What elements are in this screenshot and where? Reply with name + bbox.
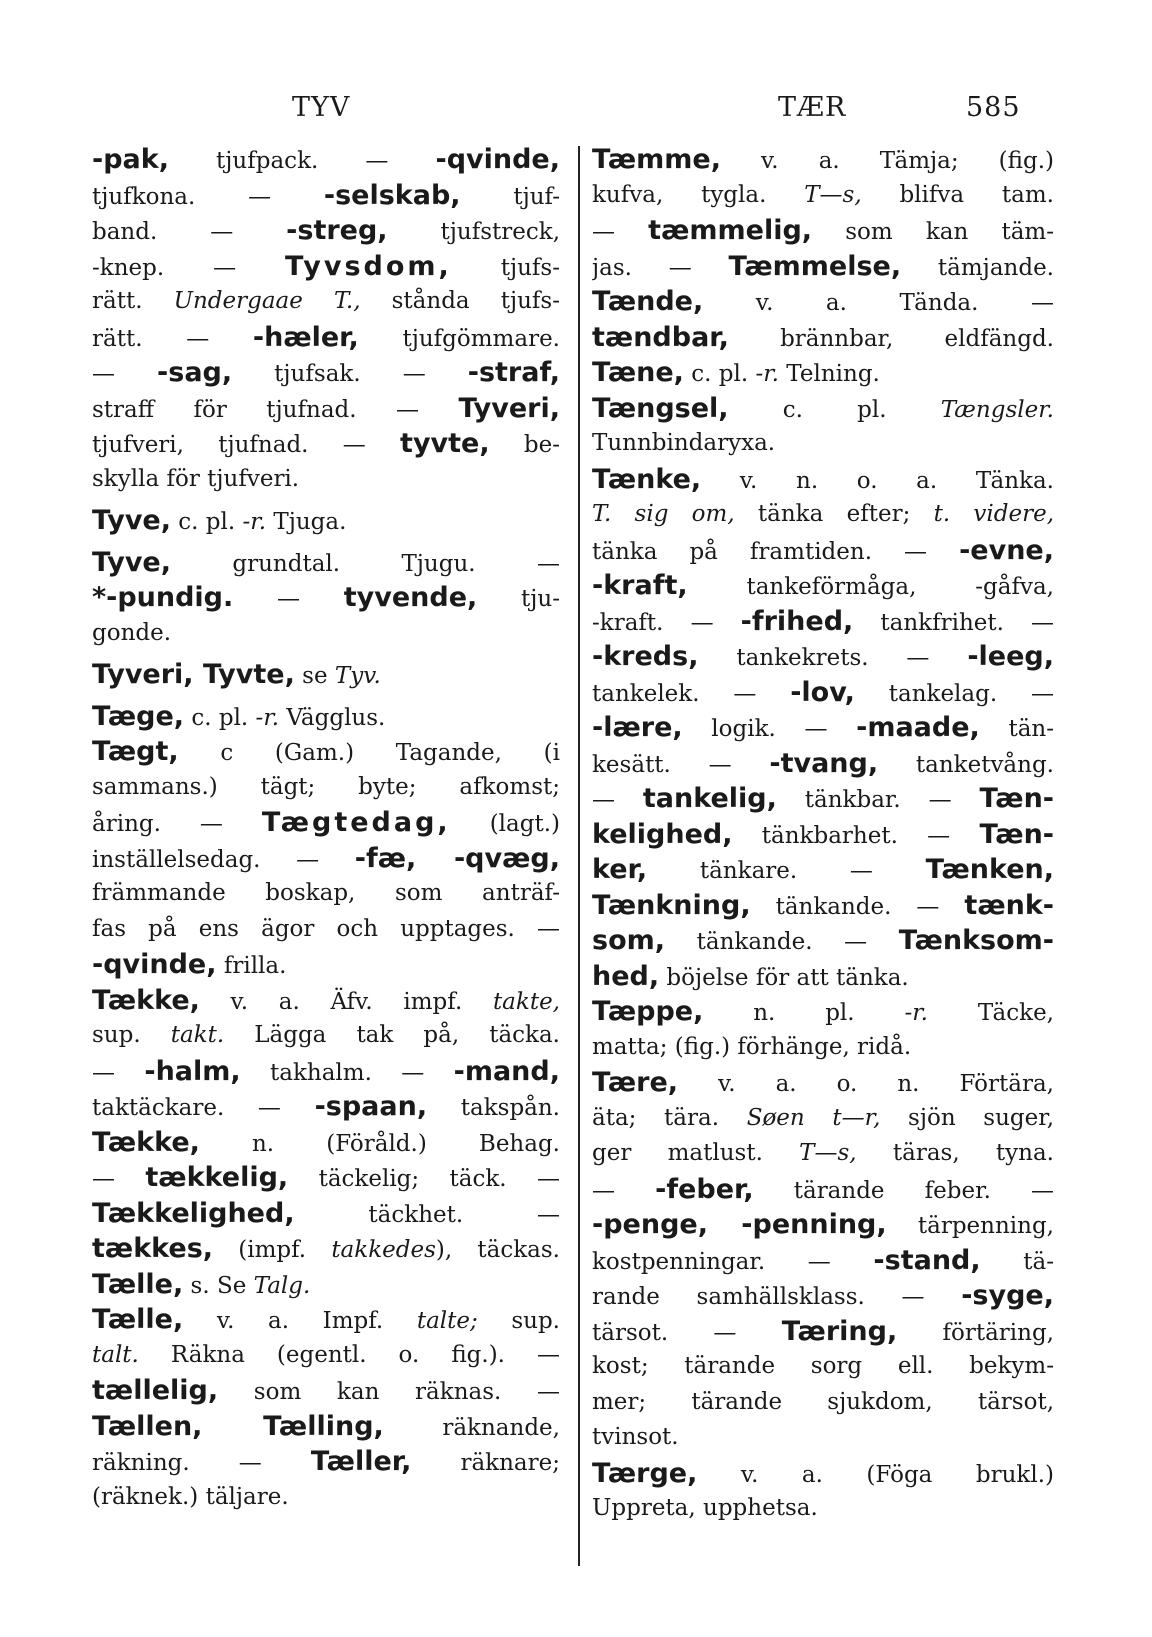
definition-text: blifva tam. — [861, 181, 1054, 208]
headword: -pak, — [92, 144, 169, 175]
definition-text: logik. — — [682, 716, 857, 742]
text-line — [92, 142, 560, 178]
headword: Tækkelighed, — [92, 1197, 295, 1229]
definition-text: tänkande. — — [750, 893, 965, 920]
text-line — [592, 852, 1054, 888]
definition-text: räkning. — — [92, 1450, 311, 1476]
text-line — [92, 391, 560, 427]
headword: tyvte, — [400, 428, 490, 459]
definition-text: matta; (fig.) förhänge, ridå. — [592, 1033, 912, 1060]
headword: -qvinde, — [435, 144, 560, 175]
definition-text: tjufgömmare. — [358, 325, 560, 352]
headword: Tæne, — [592, 357, 684, 388]
definition-text: sjön suger, — [880, 1104, 1054, 1131]
definition-text: tjufstreck, — [387, 219, 560, 245]
definition-text: förtäring, — [897, 1319, 1054, 1346]
headword: Tælle, — [92, 1268, 184, 1300]
text-line — [92, 462, 560, 498]
headword: -stand, — [873, 1244, 981, 1276]
headword: Tyve, — [92, 546, 171, 578]
definition-text: tankelek. — — [592, 680, 791, 707]
definition-text: tvinsot. — [592, 1424, 679, 1450]
italic-text: takte, — [492, 988, 560, 1015]
definition-text: Täcke, — [928, 1000, 1054, 1026]
definition-text: tjufs- — [451, 254, 560, 281]
text-line — [592, 1385, 1054, 1421]
headword: Tyveri, — [458, 392, 560, 424]
text-line — [592, 1065, 1054, 1101]
definition-text: c. pl. — [683, 361, 756, 387]
text-line — [592, 249, 1054, 285]
headword: -mand, — [453, 1055, 560, 1087]
text-line — [92, 1089, 560, 1125]
headword: -qvinde, — [92, 949, 217, 980]
definition-text: räknande, — [383, 1414, 560, 1441]
definition-text: skylla för tjufveri. — [92, 465, 300, 492]
text-line — [92, 1409, 560, 1445]
right-column — [592, 142, 1054, 1527]
definition-text: — — [592, 787, 643, 813]
definition-text: (lagt.) — [450, 811, 560, 837]
text-line — [92, 1054, 560, 1090]
definition-text: tänkbarhet. — — [732, 822, 980, 849]
definition-text: — — [592, 219, 649, 245]
text-line — [92, 580, 560, 616]
text-line — [592, 1491, 1054, 1527]
headword: Tænken, — [925, 854, 1054, 885]
definition-text: tämjande. — [901, 254, 1054, 281]
italic-text: T—s, — [804, 181, 862, 208]
text-line — [92, 284, 560, 320]
headword: -lov, — [790, 676, 855, 708]
italic-text: Tængsler. — [940, 396, 1054, 423]
italic-text: -r. — [755, 361, 779, 387]
column-divider — [578, 146, 580, 1566]
italic-text: t. videre, — [933, 501, 1054, 527]
definition-text: straff för tjufnad. — — [92, 396, 459, 423]
headword: tyvende, — [343, 582, 478, 613]
headword: tænk- — [964, 889, 1054, 921]
headword: -spaan, — [314, 1091, 428, 1122]
headword: -frihed, — [740, 605, 854, 637]
text-line — [592, 178, 1054, 214]
definition-text: c (Gam.) Tagande, (i — [178, 740, 560, 766]
headword: tændbar, — [592, 321, 729, 353]
text-line — [92, 912, 560, 948]
headword: Tyveri, Tyvte, — [92, 659, 295, 690]
headword: Tænksom- — [898, 925, 1054, 956]
headword: -kreds, — [592, 641, 699, 672]
definition-text: som kan täm- — [812, 219, 1054, 245]
text-line — [592, 568, 1054, 604]
italic-text: -r. — [904, 1000, 928, 1026]
text-line — [92, 1480, 560, 1516]
text-line — [92, 1302, 560, 1338]
definition-text: tänka efter; — [734, 501, 934, 527]
headword: Tæn- — [979, 783, 1054, 814]
definition-text: tankekrets. — — [698, 645, 968, 671]
definition-text: — — [92, 361, 158, 387]
text-line — [92, 426, 560, 462]
headword: Tænkning, — [592, 889, 751, 921]
definition-text: gonde. — [92, 619, 172, 646]
definition-text: frilla. — [216, 953, 287, 979]
definition-text: rätt. — [92, 288, 174, 314]
headword: -straf, — [467, 357, 560, 388]
definition-text: be- — [489, 432, 560, 458]
text-line — [592, 1420, 1054, 1456]
text-line — [92, 1267, 560, 1303]
text-line — [592, 781, 1054, 817]
headword: -evne, — [959, 534, 1054, 566]
definition-text: (räknek.) täljare. — [92, 1483, 289, 1510]
headword: Tællen, Tælling, — [92, 1410, 384, 1442]
text-line — [592, 994, 1054, 1030]
definition-text: rätt. — — [92, 325, 253, 352]
headword: Tæller, — [310, 1446, 412, 1477]
definition-text: tjuf- — [460, 183, 560, 210]
definition-text: tärsot. — — [592, 1319, 782, 1346]
italic-text: talte; — [416, 1308, 478, 1334]
text-line — [92, 249, 560, 285]
text-line — [592, 426, 1054, 462]
definition-text: täckhet. — — [294, 1201, 560, 1228]
definition-text: böjelse för att tänka. — [659, 964, 909, 991]
text-line — [592, 391, 1054, 427]
headword: Tæmmelse, — [728, 250, 902, 282]
definition-text: v. a. Tämja; (fig.) — [720, 148, 1054, 174]
text-line — [92, 213, 560, 249]
text-line — [92, 1231, 560, 1267]
definition-text: c. pl. — [184, 704, 256, 731]
definition-text: främmande boskap, som anträf- — [92, 880, 560, 906]
text-line — [592, 284, 1054, 320]
headword: Tæge, — [92, 700, 185, 732]
italic-text: talt. — [92, 1341, 139, 1368]
page-number: 585 — [966, 92, 1021, 123]
definition-text: v. a. o. n. Förtära, — [678, 1071, 1054, 1097]
text-line — [592, 1207, 1054, 1243]
definition-text: v. a. Äfv. impf. — [199, 988, 493, 1015]
definition-text: Tjuga. — [266, 509, 347, 535]
headword: Tærge, — [592, 1457, 698, 1489]
definition-text: räknare; — [411, 1450, 560, 1476]
definition-text: tärpenning, — [886, 1213, 1054, 1239]
definition-text: band. — — [92, 219, 287, 245]
text-line — [92, 947, 560, 983]
definition-text: fas på ens ägor och upptages. — — [92, 915, 560, 942]
definition-text: tankelag. — — [854, 680, 1054, 707]
headword: Tænde, — [592, 286, 704, 317]
text-line — [592, 1030, 1054, 1066]
text-line — [592, 1172, 1054, 1208]
text-line — [592, 497, 1054, 533]
definition-text: kost; tärande sorg ell. bekym- — [592, 1353, 1054, 1379]
definition-text: kesätt. — — [592, 751, 770, 778]
text-line — [92, 1444, 560, 1480]
definition-text: grundtal. Tjugu. — — [170, 550, 560, 577]
definition-text: c. pl. — [170, 509, 243, 535]
headword: -penge, -penning, — [592, 1209, 887, 1240]
text-line — [592, 1456, 1054, 1492]
italic-text: -r. — [242, 509, 267, 535]
definition-text: tankfrihet. — — [853, 609, 1054, 636]
headword: -fæ, -qvæg, — [354, 842, 560, 874]
definition-text: v. a. Impf. — [183, 1308, 417, 1334]
text-line — [592, 142, 1054, 178]
definition-text: Räkna (egentl. o. fig.). — — [138, 1341, 560, 1368]
definition-text: -kraft. — — [592, 609, 741, 636]
text-line — [92, 657, 560, 693]
definition-text: mer; tärande sjukdom, tärsot, — [592, 1388, 1054, 1415]
text-line — [92, 355, 560, 391]
definition-text: v. a. Tända. — — [703, 290, 1054, 316]
text-line — [92, 503, 560, 539]
headword: Tæppe, — [592, 996, 704, 1027]
definition-text: rande samhällsklass. — — [592, 1284, 962, 1310]
definition-text: Tunnbindaryxa. — [592, 430, 776, 456]
definition-text: Lägga tak på, täcka. — [224, 1022, 560, 1048]
headword: -feber, — [655, 1173, 754, 1205]
headword: Tække, — [92, 984, 200, 1016]
headword: som, — [592, 925, 666, 956]
italic-text: Undergaae T., — [173, 288, 361, 314]
headword: -selskab, — [323, 179, 461, 211]
definition-text: tänkbar. — — [776, 787, 980, 813]
definition-text: tjufveri, tjufnad. — — [92, 432, 401, 458]
text-line — [92, 699, 560, 735]
definition-text: sup. — [92, 1022, 171, 1048]
definition-text: -knep. — — [92, 254, 286, 281]
headword: kelighed, — [592, 818, 733, 850]
definition-text: tankeförmåga, -gåfva, — [687, 574, 1054, 600]
definition-text: sammans.) tägt; byte; afkomst; — [92, 773, 560, 800]
definition-text: takspån. — [427, 1095, 560, 1121]
text-line — [92, 983, 560, 1019]
definition-text: som kan räknas. — — [218, 1379, 560, 1405]
italic-text: T—s, — [799, 1140, 857, 1166]
definition-text: tänka på framtiden. — — [592, 538, 960, 565]
text-line — [592, 1278, 1054, 1314]
definition-text: Uppreta, upphetsa. — [592, 1495, 818, 1521]
text-line — [592, 675, 1054, 711]
definition-text: täras, tyna. — [856, 1140, 1054, 1166]
definition-text: — — [233, 586, 344, 612]
text-line — [592, 959, 1054, 995]
definition-text: äta; tära. — [592, 1104, 747, 1131]
text-line — [92, 770, 560, 806]
definition-text: n. (Föråld.) Behag. — [199, 1130, 560, 1157]
definition-text: tanketvång. — [878, 751, 1054, 778]
headword: Tælle, — [92, 1304, 184, 1335]
text-line — [92, 841, 560, 877]
italic-text: takt. — [170, 1022, 225, 1048]
definition-text: Vägglus. — [279, 704, 386, 731]
definition-text: — — [592, 1177, 656, 1204]
text-line — [592, 1243, 1054, 1279]
definition-text: v. a. (Föga brukl.) — [697, 1461, 1054, 1488]
left-column — [92, 142, 560, 1515]
headword: -lære, — [592, 712, 683, 743]
definition-text: c. pl. — [728, 396, 941, 423]
text-line — [592, 888, 1054, 924]
headword: tankelig, — [642, 783, 777, 814]
definition-text: kostpenningar. — — [592, 1248, 874, 1275]
headword: -hæler, — [252, 321, 359, 353]
definition-text: — — [92, 1059, 145, 1086]
text-line — [592, 1101, 1054, 1137]
text-line — [92, 1125, 560, 1161]
text-line — [592, 639, 1054, 675]
headword: tællelig, — [92, 1375, 219, 1406]
definition-text: takhalm. — — [240, 1059, 454, 1086]
text-line — [592, 320, 1054, 356]
text-line — [592, 462, 1054, 498]
italic-text: -r. — [255, 704, 280, 731]
text-line — [92, 616, 560, 652]
headword: Tægt, — [92, 736, 179, 767]
text-line — [92, 320, 560, 356]
text-line — [592, 213, 1054, 249]
text-line — [592, 817, 1054, 853]
definition-text: tjufsak. — — [232, 361, 468, 387]
definition-text: se — [294, 663, 335, 689]
italic-text: Søen t—r, — [746, 1104, 881, 1131]
text-line — [592, 1136, 1054, 1172]
text-line — [92, 1373, 560, 1409]
headword: -maade, — [856, 712, 980, 743]
definition-text: s. Se — [183, 1272, 254, 1299]
headword: Tæn- — [979, 818, 1054, 850]
headword: -syge, — [961, 1280, 1054, 1311]
headword: tækkelig, — [145, 1162, 289, 1193]
definition-text: tä- — [980, 1248, 1054, 1275]
page-header — [0, 92, 1152, 132]
headword: Tyve, — [92, 505, 171, 536]
text-line — [92, 545, 560, 581]
definition-text: sup. — [477, 1308, 560, 1334]
headword: -tvang, — [769, 747, 879, 779]
header-left-guideword: TYV — [292, 92, 351, 123]
definition-text: tjufkona. — — [92, 183, 324, 210]
headword: Tænke, — [592, 463, 702, 495]
definition-text: v. n. o. a. Tänka. — [701, 467, 1054, 494]
text-line — [92, 1196, 560, 1232]
definition-text: tärande feber. — — [753, 1177, 1054, 1204]
italic-text: takkedes — [331, 1237, 436, 1263]
headword: Tæmme, — [592, 144, 721, 175]
text-line — [92, 876, 560, 912]
headword: Tære, — [592, 1067, 679, 1098]
text-line — [592, 923, 1054, 959]
definition-text: täckelig; täck. — — [288, 1166, 560, 1192]
text-line — [592, 1349, 1054, 1385]
text-line — [592, 604, 1054, 640]
header-right-guideword: TÆR — [778, 92, 847, 123]
headword: Tængsel, — [592, 392, 729, 424]
definition-text: tjufpack. — — [168, 148, 436, 174]
text-line — [92, 1160, 560, 1196]
text-line — [92, 1338, 560, 1374]
definition-text: tänkare. — — [647, 858, 926, 884]
headword: *-pundig. — [92, 582, 234, 613]
definition-text: taktäckare. — — [92, 1095, 315, 1121]
definition-text: jas. — — [592, 254, 729, 281]
definition-text: brännbar, eldfängd. — [728, 325, 1054, 352]
italic-text: Talg. — [253, 1272, 311, 1299]
headword: -leeg, — [967, 641, 1054, 672]
text-line — [592, 710, 1054, 746]
definition-text: Telning. — [779, 361, 880, 387]
definition-text: kufva, tygla. — [592, 181, 805, 208]
text-line — [92, 1018, 560, 1054]
headword: ker, — [592, 854, 648, 885]
text-line — [592, 746, 1054, 782]
italic-text: Tyv. — [334, 663, 381, 689]
headword: Tæring, — [781, 1315, 898, 1347]
definition-text: stånda tjufs- — [360, 288, 560, 314]
headword: -halm, — [144, 1055, 241, 1087]
definition-text: åring. — — [92, 811, 262, 837]
headword: tæmmelig, — [648, 215, 813, 246]
definition-text: ), täckas. — [435, 1237, 560, 1263]
text-line — [592, 355, 1054, 391]
headword: -kraft, — [592, 570, 688, 601]
headword: tækkes, — [92, 1233, 214, 1264]
text-line — [92, 805, 560, 841]
headword: Tægtedag, — [261, 807, 451, 838]
text-line — [592, 533, 1054, 569]
headword: hed, — [592, 960, 660, 992]
definition-text: tän- — [979, 716, 1054, 742]
headword: Tække, — [92, 1126, 200, 1158]
definition-text: inställelsedag. — — [92, 846, 355, 873]
text-line — [92, 734, 560, 770]
headword: -streg, — [286, 215, 388, 246]
definition-text: n. pl. — [703, 1000, 905, 1026]
text-line — [592, 1314, 1054, 1350]
definition-text: — — [92, 1166, 146, 1192]
definition-text: tju- — [477, 586, 560, 612]
headword: -sag, — [157, 357, 233, 388]
text-line — [92, 178, 560, 214]
headword: Tyvsdom, — [285, 250, 452, 282]
definition-text: tänkande. — — [665, 929, 899, 955]
definition-text: ger matlust. — [592, 1140, 800, 1166]
italic-text: T. sig om, — [592, 501, 735, 527]
definition-text: (impf. — [213, 1237, 332, 1263]
